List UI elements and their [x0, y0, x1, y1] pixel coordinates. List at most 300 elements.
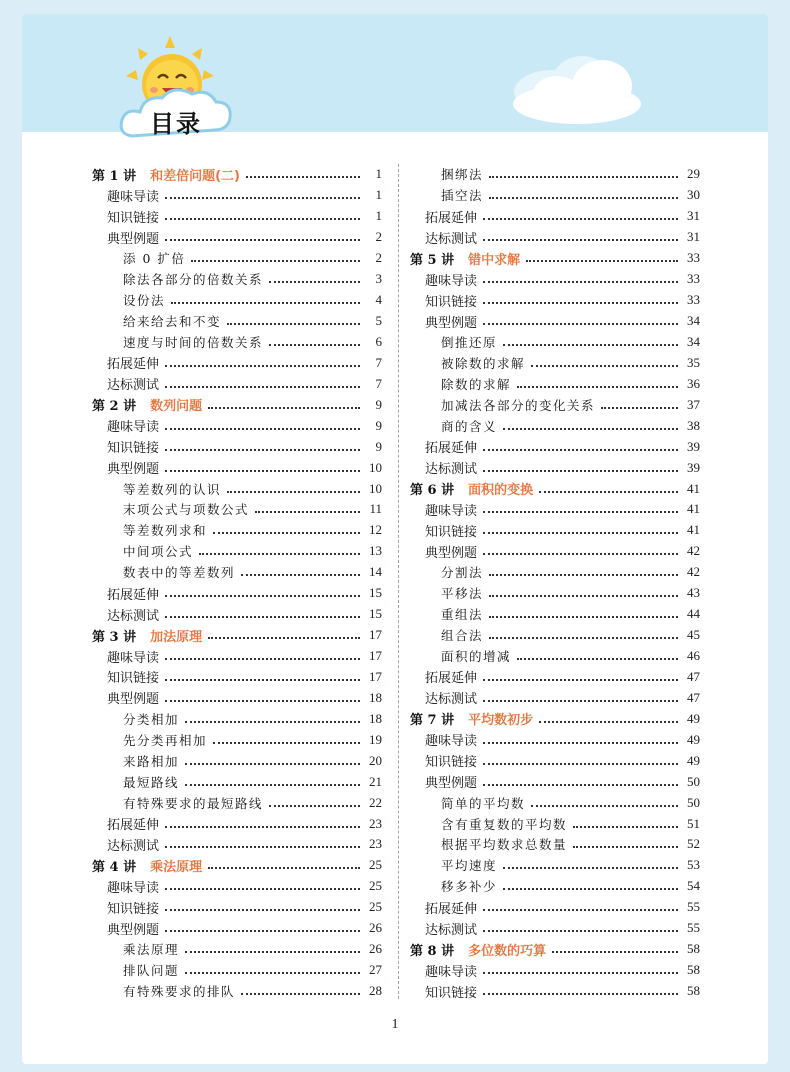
- entry-page-number: 42: [687, 564, 700, 580]
- toc-section-row[interactable]: [410, 897, 700, 918]
- toc-subsection-row[interactable]: [92, 960, 382, 981]
- dot-leader: [165, 888, 360, 890]
- entry-page-number: 15: [369, 585, 382, 601]
- entry-label: 等差数列求和: [123, 523, 208, 539]
- dot-leader: [213, 532, 360, 534]
- dot-leader: [483, 449, 678, 451]
- toc-subsection-row[interactable]: [410, 792, 700, 813]
- entry-page-number: 39: [687, 459, 700, 475]
- toc-left-column: [92, 164, 382, 1002]
- dot-leader: [165, 846, 360, 848]
- entry-label: 拓展延伸: [107, 818, 160, 834]
- dot-leader: [213, 742, 360, 744]
- toc-section-row[interactable]: [410, 290, 700, 311]
- entry-page-number: 20: [369, 752, 382, 768]
- entry-label: 捆绑法: [441, 167, 484, 183]
- entry-label: 移多补少: [441, 879, 498, 895]
- dot-leader: [517, 386, 678, 388]
- entry-label: 知识链接: [107, 210, 160, 226]
- toc-chapter-row[interactable]: [410, 248, 700, 269]
- dot-leader: [552, 951, 678, 953]
- dot-leader: [199, 553, 360, 555]
- entry-page-number: 25: [369, 878, 382, 894]
- toc-subsection-row[interactable]: [410, 583, 700, 604]
- entry-label: 趣味导读: [107, 880, 160, 896]
- entry-label: 达标测试: [425, 462, 478, 478]
- toc-section-row[interactable]: [410, 206, 700, 227]
- entry-page-number: 19: [369, 731, 382, 747]
- dot-leader: [165, 595, 360, 597]
- entry-page-number: 2: [375, 250, 382, 266]
- toc-right-column: [410, 164, 700, 1002]
- entry-label: 排队问题: [123, 963, 180, 979]
- toc-subsection-row[interactable]: [92, 499, 382, 520]
- dot-leader: [165, 239, 360, 241]
- dot-leader: [517, 658, 678, 660]
- entry-page-number: 54: [687, 878, 700, 894]
- header-illustration: [22, 14, 768, 154]
- chapter-title: 乘法原理: [150, 859, 203, 875]
- entry-page-number: 11: [369, 501, 382, 517]
- toc-section-row[interactable]: [410, 918, 700, 939]
- entry-label: 知识链接: [425, 755, 478, 771]
- chapter-title: 错中求解: [468, 252, 521, 268]
- dot-leader: [165, 449, 360, 451]
- dot-leader: [185, 784, 360, 786]
- entry-label: 达标测试: [425, 692, 478, 708]
- dot-leader: [269, 281, 360, 283]
- dot-leader: [483, 281, 678, 283]
- chapter-number: 第 4 讲: [92, 859, 137, 875]
- toc-chapter-row[interactable]: [410, 478, 700, 499]
- dot-leader: [185, 951, 360, 953]
- entry-label: 插空法: [441, 188, 484, 204]
- dot-leader: [531, 805, 678, 807]
- dot-leader: [483, 909, 678, 911]
- toc-section-row[interactable]: [410, 771, 700, 792]
- toc-section-row[interactable]: [410, 729, 700, 750]
- entry-label: 典型例题: [425, 545, 478, 561]
- entry-page-number: 14: [369, 564, 382, 580]
- entry-page-number: 4: [375, 292, 382, 308]
- toc-subsection-row[interactable]: [410, 562, 700, 583]
- dot-leader: [165, 218, 360, 220]
- toc-subsection-row[interactable]: [92, 541, 382, 562]
- dot-leader: [241, 993, 360, 995]
- entry-page-number: 51: [687, 815, 700, 831]
- entry-page-number: 58: [687, 941, 700, 957]
- entry-label: 分割法: [441, 565, 484, 581]
- entry-label: 典型例题: [425, 776, 478, 792]
- toc-subsection-row[interactable]: [410, 646, 700, 667]
- entry-page-number: 28: [369, 983, 382, 999]
- dot-leader: [483, 784, 678, 786]
- toc-subsection-row[interactable]: [92, 939, 382, 960]
- entry-label: 拓展延伸: [425, 901, 478, 917]
- toc-subsection-row[interactable]: [410, 625, 700, 646]
- dot-leader: [241, 574, 360, 576]
- entry-label: 最短路线: [123, 774, 180, 790]
- toc-section-row[interactable]: [92, 687, 382, 708]
- entry-label: 重组法: [441, 607, 484, 623]
- entry-label: 被除数的求解: [441, 355, 526, 371]
- dot-leader: [601, 407, 678, 409]
- toc-section-row[interactable]: [410, 981, 700, 1002]
- entry-page-number: 38: [687, 417, 700, 433]
- toc-subsection-row[interactable]: [92, 771, 382, 792]
- entry-label: 来路相加: [123, 753, 180, 769]
- entry-page-number: 37: [687, 396, 700, 412]
- entry-page-number: 31: [687, 208, 700, 224]
- dot-leader: [165, 365, 360, 367]
- dot-leader: [191, 260, 360, 262]
- entry-page-number: 1: [375, 187, 382, 203]
- toc-subsection-row[interactable]: [92, 290, 382, 311]
- entry-page-number: 25: [369, 857, 382, 873]
- entry-page-number: 49: [687, 710, 700, 726]
- toc-section-row[interactable]: [92, 583, 382, 604]
- dot-leader: [489, 637, 678, 639]
- dot-leader: [483, 972, 678, 974]
- entry-label: 典型例题: [425, 315, 478, 331]
- dot-leader: [539, 721, 678, 723]
- entry-label: 拓展延伸: [107, 357, 160, 373]
- entry-page-number: 3: [375, 271, 382, 287]
- toc-section-row[interactable]: [92, 813, 382, 834]
- toc-subsection-row[interactable]: [410, 604, 700, 625]
- entry-page-number: 17: [369, 627, 382, 643]
- toc-chapter-row[interactable]: [92, 394, 382, 415]
- toc-subsection-row[interactable]: [92, 750, 382, 771]
- entry-page-number: 27: [369, 962, 382, 978]
- entry-page-number: 5: [375, 313, 382, 329]
- page-number: 1: [391, 1017, 399, 1032]
- entry-page-number: 34: [687, 313, 700, 329]
- entry-page-number: 39: [687, 438, 700, 454]
- entry-page-number: 34: [687, 333, 700, 349]
- toc-subsection-row[interactable]: [92, 248, 382, 269]
- entry-label: 组合法: [441, 628, 484, 644]
- toc-subsection-row[interactable]: [92, 729, 382, 750]
- toc-section-row[interactable]: [92, 897, 382, 918]
- toc-page: [22, 14, 768, 1064]
- dot-leader: [483, 993, 678, 995]
- dot-leader: [227, 491, 360, 493]
- entry-label: 中间项公式: [123, 544, 194, 560]
- dot-leader: [483, 218, 678, 220]
- entry-page-number: 15: [369, 606, 382, 622]
- chapter-title: 多位数的巧算: [468, 943, 547, 959]
- entry-label: 趣味导读: [107, 420, 160, 436]
- dot-leader: [483, 679, 678, 681]
- dot-leader: [503, 428, 678, 430]
- entry-page-number: 12: [369, 522, 382, 538]
- entry-label: 趣味导读: [425, 273, 478, 289]
- entry-page-number: 1: [375, 208, 382, 224]
- toc-chapter-row[interactable]: [410, 708, 700, 729]
- toc-section-row[interactable]: [92, 876, 382, 897]
- dot-leader: [185, 721, 360, 723]
- toc-section-row[interactable]: [92, 457, 382, 478]
- dot-leader: [483, 532, 678, 534]
- entry-label: 倒推还原: [441, 334, 498, 350]
- toc-subsection-row[interactable]: [410, 834, 700, 855]
- entry-page-number: 55: [687, 899, 700, 915]
- dot-leader: [573, 826, 678, 828]
- entry-page-number: 33: [687, 292, 700, 308]
- entry-page-number: 33: [687, 250, 700, 266]
- entry-page-number: 23: [369, 836, 382, 852]
- page-title: 目录: [150, 110, 202, 138]
- toc-subsection-row[interactable]: [92, 520, 382, 541]
- toc-section-row[interactable]: [410, 687, 700, 708]
- dot-leader: [483, 700, 678, 702]
- entry-page-number: 33: [687, 271, 700, 287]
- dot-leader: [227, 323, 360, 325]
- entry-page-number: 49: [687, 731, 700, 747]
- entry-page-number: 21: [369, 773, 382, 789]
- toc-section-row[interactable]: [92, 373, 382, 394]
- toc-subsection-row[interactable]: [92, 311, 382, 332]
- column-divider: [398, 164, 399, 999]
- dot-leader: [246, 176, 360, 178]
- dot-leader: [489, 574, 678, 576]
- toc-subsection-row[interactable]: [92, 269, 382, 290]
- toc-subsection-row[interactable]: [410, 373, 700, 394]
- entry-page-number: 45: [687, 627, 700, 643]
- entry-label: 等差数列的认识: [123, 481, 222, 497]
- entry-page-number: 17: [369, 668, 382, 684]
- dot-leader: [208, 407, 360, 409]
- dot-leader: [483, 930, 678, 932]
- chapter-title: 和差倍问题(二): [150, 168, 240, 184]
- entry-label: 给来给去和不变: [123, 314, 222, 330]
- dot-leader: [531, 365, 678, 367]
- toc-section-row[interactable]: [410, 227, 700, 248]
- toc-subsection-row[interactable]: [410, 332, 700, 353]
- toc-section-row[interactable]: [410, 269, 700, 290]
- entry-label: 趣味导读: [425, 734, 478, 750]
- entry-page-number: 50: [687, 773, 700, 789]
- entry-label: 趣味导读: [425, 503, 478, 519]
- entry-label: 除法各部分的倍数关系: [123, 272, 264, 288]
- toc-section-row[interactable]: [92, 415, 382, 436]
- toc-section-row[interactable]: [92, 206, 382, 227]
- entry-page-number: 1: [375, 166, 382, 182]
- entry-page-number: 53: [687, 857, 700, 873]
- entry-label: 含有重复数的平均数: [441, 816, 568, 832]
- entry-label: 知识链接: [425, 524, 478, 540]
- entry-label: 达标测试: [425, 231, 478, 247]
- entry-page-number: 47: [687, 689, 700, 705]
- entry-label: 添 0 扩倍: [123, 251, 186, 267]
- dot-leader: [165, 658, 360, 660]
- cloud-icon: [513, 56, 641, 124]
- entry-page-number: 9: [375, 438, 382, 454]
- dot-leader: [483, 323, 678, 325]
- entry-label: 趣味导读: [107, 650, 160, 666]
- dot-leader: [165, 197, 360, 199]
- toc-section-row[interactable]: [410, 667, 700, 688]
- toc-chapter-row[interactable]: [410, 939, 700, 960]
- entry-label: 商的含义: [441, 418, 498, 434]
- dot-leader: [483, 763, 678, 765]
- entry-label: 末项公式与项数公式: [123, 502, 250, 518]
- toc-subsection-row[interactable]: [92, 478, 382, 499]
- toc-subsection-row[interactable]: [410, 352, 700, 373]
- entry-label: 知识链接: [425, 985, 478, 1001]
- entry-label: 拓展延伸: [425, 671, 478, 687]
- dot-leader: [503, 888, 678, 890]
- dot-leader: [483, 511, 678, 513]
- dot-leader: [483, 553, 678, 555]
- entry-label: 知识链接: [107, 441, 160, 457]
- toc-section-row[interactable]: [410, 750, 700, 771]
- toc-section-row[interactable]: [92, 834, 382, 855]
- toc-subsection-row[interactable]: [92, 981, 382, 1002]
- chapter-title: 数列问题: [150, 399, 203, 415]
- dot-leader: [165, 679, 360, 681]
- dot-leader: [165, 909, 360, 911]
- dot-leader: [165, 428, 360, 430]
- toc-section-row[interactable]: [410, 457, 700, 478]
- toc-section-row[interactable]: [92, 918, 382, 939]
- entry-label: 数表中的等差数列: [123, 565, 236, 581]
- toc-subsection-row[interactable]: [92, 708, 382, 729]
- toc-chapter-row[interactable]: [92, 855, 382, 876]
- toc-chapter-row[interactable]: [92, 625, 382, 646]
- entry-label: 乘法原理: [123, 942, 180, 958]
- dot-leader: [483, 470, 678, 472]
- toc-section-row[interactable]: [92, 646, 382, 667]
- entry-page-number: 35: [687, 354, 700, 370]
- chapter-number: 第 1 讲: [92, 168, 137, 184]
- toc-section-row[interactable]: [410, 520, 700, 541]
- dot-leader: [503, 867, 678, 869]
- dot-leader: [185, 763, 360, 765]
- dot-leader: [489, 176, 678, 178]
- toc-section-row[interactable]: [92, 227, 382, 248]
- dot-leader: [165, 386, 360, 388]
- entry-page-number: 41: [687, 501, 700, 517]
- entry-label: 达标测试: [425, 922, 478, 938]
- entry-page-number: 9: [375, 396, 382, 412]
- entry-label: 简单的平均数: [441, 795, 526, 811]
- entry-label: 根据平均数求总数量: [441, 837, 568, 853]
- toc-section-row[interactable]: [410, 311, 700, 332]
- entry-page-number: 7: [375, 354, 382, 370]
- dot-leader: [483, 239, 678, 241]
- toc-section-row[interactable]: [92, 352, 382, 373]
- entry-label: 面积的增减: [441, 649, 512, 665]
- entry-label: 平均速度: [441, 858, 498, 874]
- chapter-number: 第 7 讲: [410, 713, 455, 729]
- entry-page-number: 6: [375, 333, 382, 349]
- dot-leader: [489, 595, 678, 597]
- chapter-number: 第 5 讲: [410, 252, 455, 268]
- dot-leader: [269, 344, 360, 346]
- entry-page-number: 47: [687, 668, 700, 684]
- entry-page-number: 29: [687, 166, 700, 182]
- dot-leader: [483, 742, 678, 744]
- toc-subsection-row[interactable]: [410, 394, 700, 415]
- entry-page-number: 36: [687, 375, 700, 391]
- dot-leader: [165, 826, 360, 828]
- toc-section-row[interactable]: [92, 436, 382, 457]
- chapter-title: 面积的变换: [468, 483, 534, 499]
- entry-page-number: 43: [687, 585, 700, 601]
- entry-page-number: 55: [687, 920, 700, 936]
- entry-label: 趣味导读: [107, 189, 160, 205]
- toc-subsection-row[interactable]: [410, 876, 700, 897]
- toc-section-row[interactable]: [92, 667, 382, 688]
- entry-label: 典型例题: [107, 462, 160, 478]
- entry-page-number: 25: [369, 899, 382, 915]
- toc-subsection-row[interactable]: [410, 855, 700, 876]
- toc-subsection-row[interactable]: [410, 415, 700, 436]
- entry-label: 知识链接: [107, 671, 160, 687]
- dot-leader: [526, 260, 678, 262]
- entry-page-number: 13: [369, 543, 382, 559]
- entry-page-number: 7: [375, 375, 382, 391]
- toc-section-row[interactable]: [410, 499, 700, 520]
- toc-section-row[interactable]: [92, 185, 382, 206]
- dot-leader: [489, 616, 678, 618]
- entry-page-number: 17: [369, 648, 382, 664]
- chapter-number: 第 6 讲: [410, 483, 455, 499]
- toc-section-row[interactable]: [92, 604, 382, 625]
- entry-label: 拓展延伸: [425, 441, 478, 457]
- dot-leader: [165, 930, 360, 932]
- dot-leader: [165, 616, 360, 618]
- entry-label: 平移法: [441, 586, 484, 602]
- entry-page-number: 52: [687, 836, 700, 852]
- toc-subsection-row[interactable]: [410, 813, 700, 834]
- entry-page-number: 50: [687, 794, 700, 810]
- entry-page-number: 46: [687, 648, 700, 664]
- entry-page-number: 18: [369, 710, 382, 726]
- chapter-title: 平均数初步: [468, 713, 534, 729]
- dot-leader: [171, 302, 360, 304]
- dot-leader: [573, 846, 678, 848]
- entry-label: 有特殊要求的最短路线: [123, 795, 264, 811]
- dot-leader: [483, 302, 678, 304]
- entry-label: 拓展延伸: [107, 587, 160, 603]
- entry-label: 除数的求解: [441, 376, 512, 392]
- entry-page-number: 26: [369, 941, 382, 957]
- dot-leader: [208, 637, 360, 639]
- dot-leader: [165, 470, 360, 472]
- toc-section-row[interactable]: [410, 960, 700, 981]
- toc-subsection-row[interactable]: [92, 562, 382, 583]
- entry-page-number: 31: [687, 229, 700, 245]
- toc-subsection-row[interactable]: [410, 185, 700, 206]
- toc-chapter-row[interactable]: [92, 164, 382, 185]
- toc-section-row[interactable]: [410, 541, 700, 562]
- chapter-title: 加法原理: [150, 629, 203, 645]
- toc-subsection-row[interactable]: [92, 792, 382, 813]
- entry-label: 达标测试: [107, 838, 160, 854]
- entry-page-number: 9: [375, 417, 382, 433]
- toc-section-row[interactable]: [410, 436, 700, 457]
- entry-page-number: 49: [687, 752, 700, 768]
- entry-page-number: 10: [369, 459, 382, 475]
- dot-leader: [208, 867, 360, 869]
- entry-label: 典型例题: [107, 692, 160, 708]
- toc-subsection-row[interactable]: [92, 332, 382, 353]
- toc-subsection-row[interactable]: [410, 164, 700, 185]
- entry-page-number: 10: [369, 480, 382, 496]
